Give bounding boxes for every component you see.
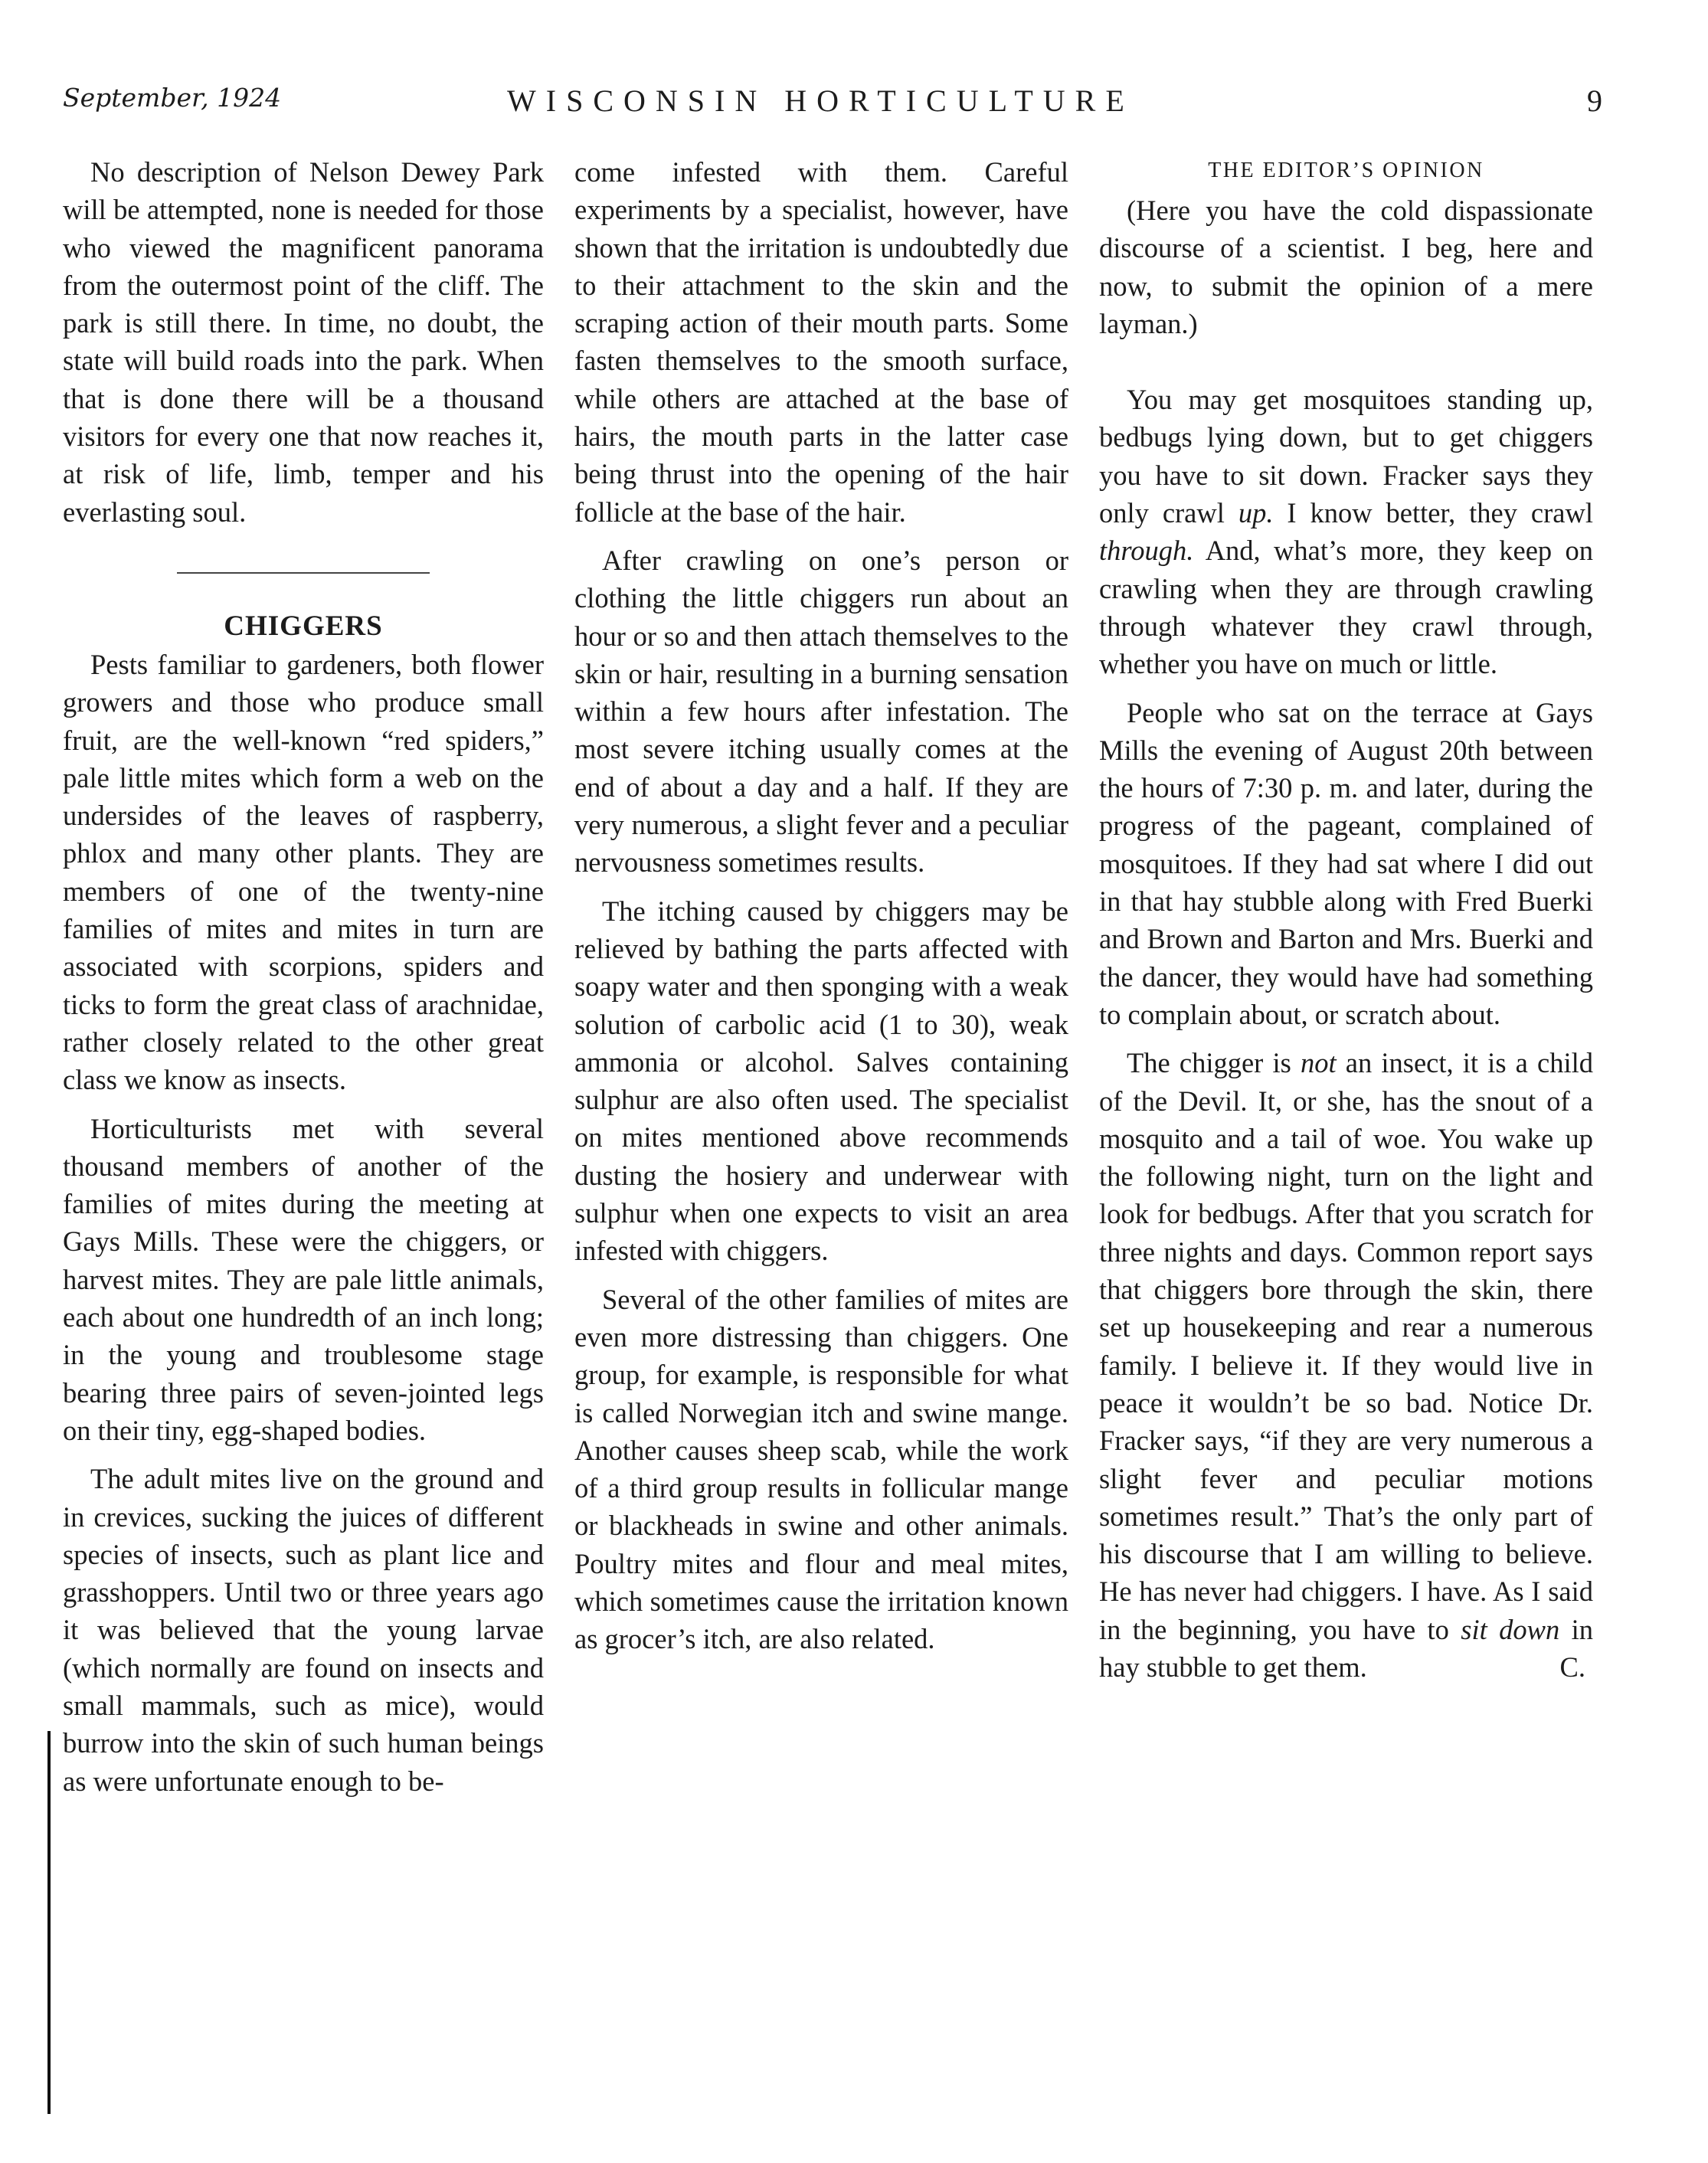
mosquitoes-text-b: I know better, they crawl [1273, 497, 1593, 529]
paragraph-editor-intro: (Here you have the cold dispassionate discourse of a scientist. I beg, here and now, to submit the opinion of a mere layman.) [1099, 195, 1593, 339]
devil-text-b: an insect, it is a child of the Devil. It, or she, has the snout of a mosquito and a tail of woe. You wake up the following night, turn on the light and look for bedbugs. After that you scratch for three nights and days. Common report says that chiggers bore through the skin, there set up housekeeping and rear a numerous family. I believe it. If they would live in peace it wouldn’t be so bad. Notice Dr. Fracker says, “if they are very numerous a slight fever and peculiar motions sometimes result.” That’s the only part of his discourse that I am willing to believe. He has never had chiggers. I have. As I said in the beginning, you have to [1099, 1047, 1593, 1645]
column-2 [574, 153, 1068, 1658]
mosquitoes-text-c: And, what’s more, they keep on crawling when they are through crawling through whatever they crawl through, whether you have on much or little. [1099, 535, 1593, 680]
devil-text-a: The chigger is [1127, 1047, 1301, 1079]
paragraph-adult-mites-continued: come infested with them. Careful experiments by a specialist, however, have shown that the irritation is undoubtedly due to their attachment to the skin and the scraping action of their mouth parts. Some fasten themselves to the smooth surface, while others are attached at the base of hairs, the mouth parts in the latter case being thrust into the opening of the hair follicle at the base of the hair. [574, 156, 1068, 528]
mosquitoes-text-a: You may get mosquitoes standing up, bedbugs lying down, but to get chiggers you have to sit down. Fracker says they only crawl [1099, 384, 1593, 529]
running-head [63, 83, 1602, 129]
column-1 [63, 153, 544, 1800]
chiggers-heading: CHIGGERS [224, 610, 383, 642]
paragraph-nelson-dewey-park: No description of Nelson Dewey Park will be attempted, none is needed for those who viewed the magnificent panorama from the outermost point of the cliff. The park is still there. In time, no doubt, the state will build roads into the park. When that is done there will be a thousand visitors for every one that now reaches it, at risk of life, limb, temper and his everlasting soul. [63, 156, 544, 528]
paragraph-other-families: Several of the other families of mites are even more distressing than chiggers. One group, for example, is responsible for what is called Norwegian itch and swine mange. Another causes sheep scab, while the work of a third group results in follicular mange or blackheads in swine and other animals. Poultry mites and flour and meal mites, which sometimes cause the irritation known as grocer’s itch, are also related. [574, 1283, 1068, 1655]
emphasis-up: up. [1238, 497, 1274, 529]
emphasis-not: not [1300, 1047, 1337, 1079]
journal-title: WISCONSIN HORTICULTURE [507, 83, 1134, 118]
emphasis-sit-down: sit down [1461, 1613, 1560, 1645]
devil-text-c: in hay stubble to get them. [1099, 1613, 1593, 1683]
page-number: 9 [1587, 83, 1602, 118]
section-divider [177, 572, 430, 574]
issue-date: September, 1924 [63, 83, 282, 113]
paragraph-after-crawling: After crawling on one’s person or clothing the little chiggers run about an hour or so and then attach themselves to the skin or hair, resulting in a burning sensation within a few hours after infestation. The most severe itching usually comes at the end of about a day and a half. If they are very numerous, a slight fever and a peculiar nervousness sometimes results. [574, 544, 1068, 879]
paragraph-horticulturists: Horticulturists met with several thousand members of another of the families of mites during the meeting at Gays Mills. These were the chiggers, or harvest mites. They are pale little animals, each about one hundredth of an inch long; in the young and troublesome stage bearing three pairs of seven-jointed legs on their tiny, egg-shaped bodies. [63, 1112, 544, 1446]
paragraph-gays-mills-terrace: People who sat on the terrace at Gays Mills the evening of August 20th between the hours of 7:30 p. m. and later, during the progress of the pageant, complained of mosquitoes. If they had sat where I did out in that hay stubble along with Fred Buerki and Brown and Barton and Mrs. Buerki and the dancer, they would have had something to complain about, or scratch about. [1099, 696, 1593, 1030]
binding-edge-mark [47, 1731, 51, 2114]
column-3 [1099, 153, 1593, 1686]
paragraph-itching-relief: The itching caused by chiggers may be relieved by bathing the parts affected with soapy water and then sponging with a weak solution of carbolic acid (1 to 30), weak ammonia or alcohol. Salves containing sulphur are also often used. The specialist on mites mentioned above recommends dusting the hosiery and underwear with sulphur when one expects to visit an area infested with chiggers. [574, 895, 1068, 1267]
paragraph-adult-mites: The adult mites live on the ground and in crevices, sucking the juices of different species of insects, such as plant lice and grasshoppers. Until two or three years ago it was believed that the young larvae (which normally are found on insects and small mammals, such as mice), would burrow into the skin of such human beings as were unfortunate enough to be- [63, 1463, 544, 1797]
editor-signoff: C. [1559, 1651, 1585, 1683]
editors-opinion-heading: THE EDITOR’S OPINION [1208, 159, 1484, 182]
paragraph-pests: Pests familiar to gardeners, both flower growers and those who produce small fruit, are the well-known “red spiders,” pale little mites which form a web on the undersides of the leaves of raspberry, phlox and many other plants. They are members of one of the twenty-nine families of mites and mites in turn are associated with scorpions, spiders and ticks to form the great class of arachnidae, rather closely related to the other great class we know as insects. [63, 648, 544, 1096]
paragraph-mosquitoes [1099, 381, 1593, 682]
emphasis-through: through. [1099, 535, 1194, 567]
paragraph-child-of-devil [1099, 1044, 1593, 1686]
